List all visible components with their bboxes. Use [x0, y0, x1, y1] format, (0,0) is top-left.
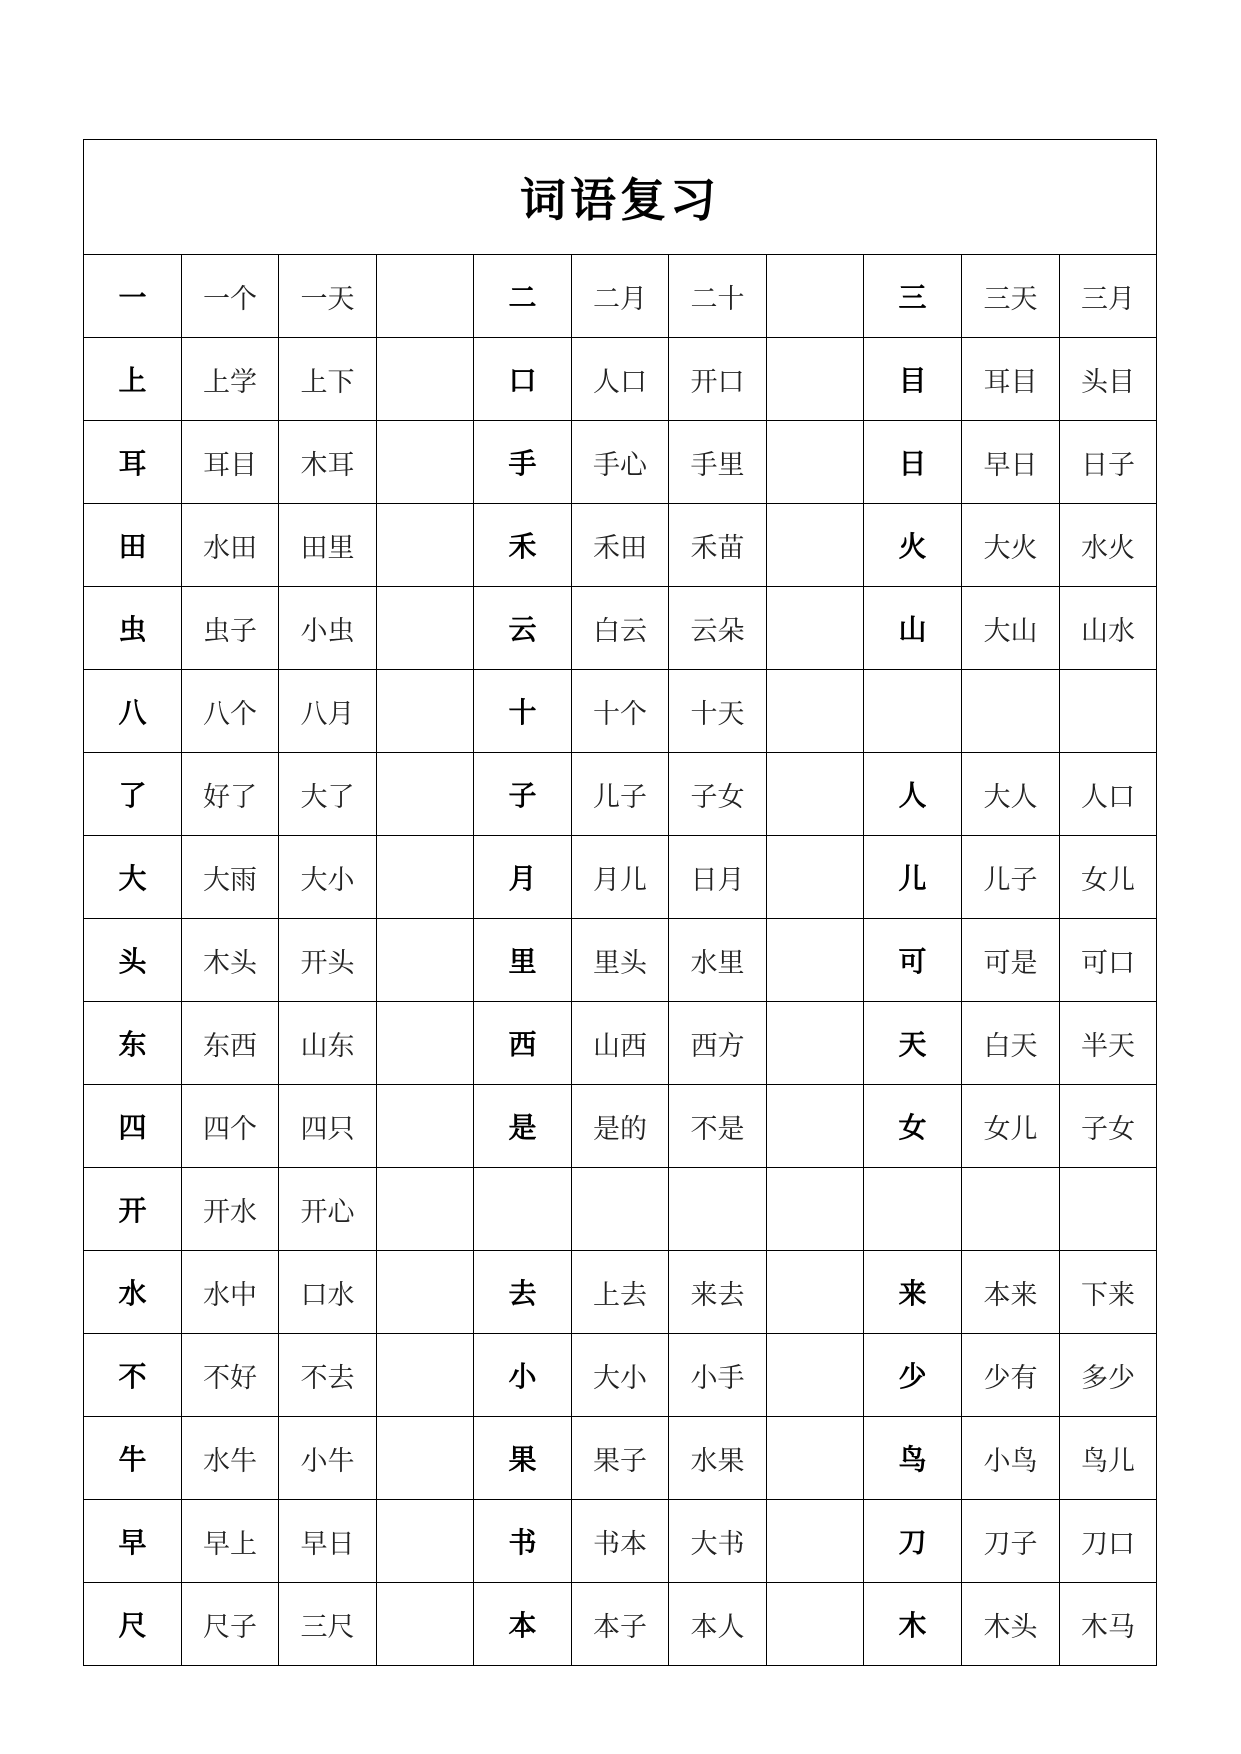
- blank-cell: [767, 1085, 864, 1168]
- word-cell: 白天: [962, 1002, 1060, 1085]
- blank-cell: [767, 1334, 864, 1417]
- word-cell: 十个: [572, 670, 669, 753]
- word-cell: 开水: [182, 1168, 279, 1251]
- word-cell: 不是: [669, 1085, 767, 1168]
- word-cell: 上学: [182, 338, 279, 421]
- blank-cell: [377, 255, 474, 338]
- character-cell: 鸟: [864, 1417, 962, 1500]
- word-cell: 鸟儿: [1060, 1417, 1157, 1500]
- character-cell: 虫: [84, 587, 182, 670]
- word-cell: 是的: [572, 1085, 669, 1168]
- table-row: [84, 1500, 1157, 1583]
- word-cell: 小手: [669, 1334, 767, 1417]
- word-cell: 耳目: [962, 338, 1060, 421]
- table-body: [84, 255, 1157, 1666]
- blank-cell: [767, 753, 864, 836]
- word-cell: 日子: [1060, 421, 1157, 504]
- character-cell: 云: [474, 587, 572, 670]
- character-cell: 来: [864, 1251, 962, 1334]
- character-cell: 是: [474, 1085, 572, 1168]
- table-row: [84, 255, 1157, 338]
- character-cell: 西: [474, 1002, 572, 1085]
- word-cell: [1060, 670, 1157, 753]
- character-cell: 山: [864, 587, 962, 670]
- word-cell: [1060, 1168, 1157, 1251]
- character-cell: 尺: [84, 1583, 182, 1666]
- word-cell: 大书: [669, 1500, 767, 1583]
- word-cell: 一天: [279, 255, 377, 338]
- word-cell: 开口: [669, 338, 767, 421]
- blank-cell: [767, 1168, 864, 1251]
- word-cell: 水牛: [182, 1417, 279, 1500]
- word-cell: 女儿: [962, 1085, 1060, 1168]
- blank-cell: [377, 338, 474, 421]
- character-cell: 水: [84, 1251, 182, 1334]
- word-cell: 可口: [1060, 919, 1157, 1002]
- table-row: [84, 1168, 1157, 1251]
- character-cell: 一: [84, 255, 182, 338]
- character-cell: 早: [84, 1500, 182, 1583]
- word-cell: 不去: [279, 1334, 377, 1417]
- blank-cell: [377, 1002, 474, 1085]
- word-cell: 少有: [962, 1334, 1060, 1417]
- blank-cell: [377, 919, 474, 1002]
- word-cell: [962, 1168, 1060, 1251]
- blank-cell: [377, 1085, 474, 1168]
- blank-cell: [767, 1500, 864, 1583]
- word-cell: 水火: [1060, 504, 1157, 587]
- character-cell: 上: [84, 338, 182, 421]
- table-row: [84, 919, 1157, 1002]
- word-cell: 木头: [182, 919, 279, 1002]
- word-cell: 水田: [182, 504, 279, 587]
- character-cell: [864, 1168, 962, 1251]
- word-cell: 刀口: [1060, 1500, 1157, 1583]
- character-cell: 田: [84, 504, 182, 587]
- character-cell: 耳: [84, 421, 182, 504]
- blank-cell: [767, 1251, 864, 1334]
- table-row: [84, 1251, 1157, 1334]
- word-cell: 下来: [1060, 1251, 1157, 1334]
- word-cell: 本来: [962, 1251, 1060, 1334]
- word-cell: 二十: [669, 255, 767, 338]
- word-cell: 好了: [182, 753, 279, 836]
- blank-cell: [377, 1334, 474, 1417]
- character-cell: 口: [474, 338, 572, 421]
- character-cell: 儿: [864, 836, 962, 919]
- word-cell: 二月: [572, 255, 669, 338]
- character-cell: 不: [84, 1334, 182, 1417]
- word-cell: 儿子: [572, 753, 669, 836]
- character-cell: 牛: [84, 1417, 182, 1500]
- blank-cell: [377, 753, 474, 836]
- table-row: [84, 753, 1157, 836]
- word-cell: 果子: [572, 1417, 669, 1500]
- word-cell: 白云: [572, 587, 669, 670]
- character-cell: [474, 1168, 572, 1251]
- page-title: 词语复习: [84, 140, 1157, 255]
- word-cell: 八月: [279, 670, 377, 753]
- table-row: [84, 1417, 1157, 1500]
- word-cell: 禾田: [572, 504, 669, 587]
- character-cell: 八: [84, 670, 182, 753]
- character-cell: 了: [84, 753, 182, 836]
- word-cell: 里头: [572, 919, 669, 1002]
- word-cell: 子女: [1060, 1085, 1157, 1168]
- character-cell: 开: [84, 1168, 182, 1251]
- word-cell: 大火: [962, 504, 1060, 587]
- word-cell: 来去: [669, 1251, 767, 1334]
- word-cell: 四个: [182, 1085, 279, 1168]
- word-cell: 木马: [1060, 1583, 1157, 1666]
- blank-cell: [377, 836, 474, 919]
- word-cell: 开头: [279, 919, 377, 1002]
- character-cell: 头: [84, 919, 182, 1002]
- blank-cell: [767, 1417, 864, 1500]
- blank-cell: [767, 1583, 864, 1666]
- vocabulary-review-table: [83, 139, 1157, 1666]
- character-cell: 三: [864, 255, 962, 338]
- word-cell: 本子: [572, 1583, 669, 1666]
- word-cell: 尺子: [182, 1583, 279, 1666]
- table-row: [84, 504, 1157, 587]
- word-cell: 女儿: [1060, 836, 1157, 919]
- word-cell: 开心: [279, 1168, 377, 1251]
- blank-cell: [377, 587, 474, 670]
- blank-cell: [377, 1500, 474, 1583]
- word-cell: 人口: [572, 338, 669, 421]
- blank-cell: [377, 1417, 474, 1500]
- character-cell: 手: [474, 421, 572, 504]
- word-cell: 木耳: [279, 421, 377, 504]
- word-cell: 多少: [1060, 1334, 1157, 1417]
- word-cell: 大人: [962, 753, 1060, 836]
- word-cell: 西方: [669, 1002, 767, 1085]
- word-cell: 四只: [279, 1085, 377, 1168]
- blank-cell: [377, 670, 474, 753]
- character-cell: 目: [864, 338, 962, 421]
- word-cell: 一个: [182, 255, 279, 338]
- character-cell: 天: [864, 1002, 962, 1085]
- word-cell: 木头: [962, 1583, 1060, 1666]
- word-cell: 书本: [572, 1500, 669, 1583]
- character-cell: 日: [864, 421, 962, 504]
- word-cell: 大小: [572, 1334, 669, 1417]
- blank-cell: [767, 1002, 864, 1085]
- table-row: [84, 421, 1157, 504]
- character-cell: 东: [84, 1002, 182, 1085]
- blank-cell: [767, 919, 864, 1002]
- blank-cell: [767, 338, 864, 421]
- table-row: [84, 670, 1157, 753]
- word-cell: 小虫: [279, 587, 377, 670]
- word-cell: 手心: [572, 421, 669, 504]
- blank-cell: [377, 1168, 474, 1251]
- word-cell: 早上: [182, 1500, 279, 1583]
- word-cell: 水中: [182, 1251, 279, 1334]
- character-cell: [864, 670, 962, 753]
- character-cell: 木: [864, 1583, 962, 1666]
- word-cell: 子女: [669, 753, 767, 836]
- table-row: [84, 1002, 1157, 1085]
- blank-cell: [767, 836, 864, 919]
- word-cell: 半天: [1060, 1002, 1157, 1085]
- word-cell: 日月: [669, 836, 767, 919]
- word-cell: 山水: [1060, 587, 1157, 670]
- word-cell: 耳目: [182, 421, 279, 504]
- blank-cell: [377, 1583, 474, 1666]
- word-cell: 大了: [279, 753, 377, 836]
- word-cell: 东西: [182, 1002, 279, 1085]
- character-cell: 里: [474, 919, 572, 1002]
- word-cell: 儿子: [962, 836, 1060, 919]
- word-cell: 小鸟: [962, 1417, 1060, 1500]
- word-cell: [669, 1168, 767, 1251]
- word-cell: 禾苗: [669, 504, 767, 587]
- word-cell: 大雨: [182, 836, 279, 919]
- table-row: [84, 1085, 1157, 1168]
- word-cell: 云朵: [669, 587, 767, 670]
- word-cell: 水果: [669, 1417, 767, 1500]
- word-cell: 人口: [1060, 753, 1157, 836]
- word-cell: 早日: [962, 421, 1060, 504]
- character-cell: 月: [474, 836, 572, 919]
- word-cell: 虫子: [182, 587, 279, 670]
- table-row: [84, 1334, 1157, 1417]
- word-cell: 早日: [279, 1500, 377, 1583]
- word-cell: 八个: [182, 670, 279, 753]
- word-cell: 上下: [279, 338, 377, 421]
- word-cell: 头目: [1060, 338, 1157, 421]
- word-cell: 月儿: [572, 836, 669, 919]
- blank-cell: [377, 421, 474, 504]
- word-cell: [962, 670, 1060, 753]
- word-cell: 小牛: [279, 1417, 377, 1500]
- word-cell: 可是: [962, 919, 1060, 1002]
- word-cell: 十天: [669, 670, 767, 753]
- word-cell: 口水: [279, 1251, 377, 1334]
- word-cell: 上去: [572, 1251, 669, 1334]
- word-cell: 刀子: [962, 1500, 1060, 1583]
- table-row: [84, 338, 1157, 421]
- blank-cell: [767, 421, 864, 504]
- word-cell: 山西: [572, 1002, 669, 1085]
- character-cell: 二: [474, 255, 572, 338]
- character-cell: 刀: [864, 1500, 962, 1583]
- character-cell: 子: [474, 753, 572, 836]
- blank-cell: [767, 587, 864, 670]
- table-row: [84, 1583, 1157, 1666]
- word-cell: 本人: [669, 1583, 767, 1666]
- word-cell: 三月: [1060, 255, 1157, 338]
- character-cell: 十: [474, 670, 572, 753]
- word-cell: 山东: [279, 1002, 377, 1085]
- character-cell: 火: [864, 504, 962, 587]
- blank-cell: [377, 1251, 474, 1334]
- word-cell: 手里: [669, 421, 767, 504]
- blank-cell: [767, 255, 864, 338]
- character-cell: 果: [474, 1417, 572, 1500]
- word-cell: 水里: [669, 919, 767, 1002]
- character-cell: 书: [474, 1500, 572, 1583]
- character-cell: 大: [84, 836, 182, 919]
- character-cell: 少: [864, 1334, 962, 1417]
- character-cell: 四: [84, 1085, 182, 1168]
- blank-cell: [767, 504, 864, 587]
- word-cell: 大小: [279, 836, 377, 919]
- blank-cell: [767, 670, 864, 753]
- character-cell: 人: [864, 753, 962, 836]
- word-cell: 大山: [962, 587, 1060, 670]
- character-cell: 女: [864, 1085, 962, 1168]
- table-row: [84, 587, 1157, 670]
- character-cell: 禾: [474, 504, 572, 587]
- word-cell: 三尺: [279, 1583, 377, 1666]
- word-cell: 三天: [962, 255, 1060, 338]
- blank-cell: [377, 504, 474, 587]
- character-cell: 小: [474, 1334, 572, 1417]
- character-cell: 本: [474, 1583, 572, 1666]
- word-cell: 田里: [279, 504, 377, 587]
- word-cell: [572, 1168, 669, 1251]
- character-cell: 去: [474, 1251, 572, 1334]
- word-cell: 不好: [182, 1334, 279, 1417]
- table-row: [84, 836, 1157, 919]
- character-cell: 可: [864, 919, 962, 1002]
